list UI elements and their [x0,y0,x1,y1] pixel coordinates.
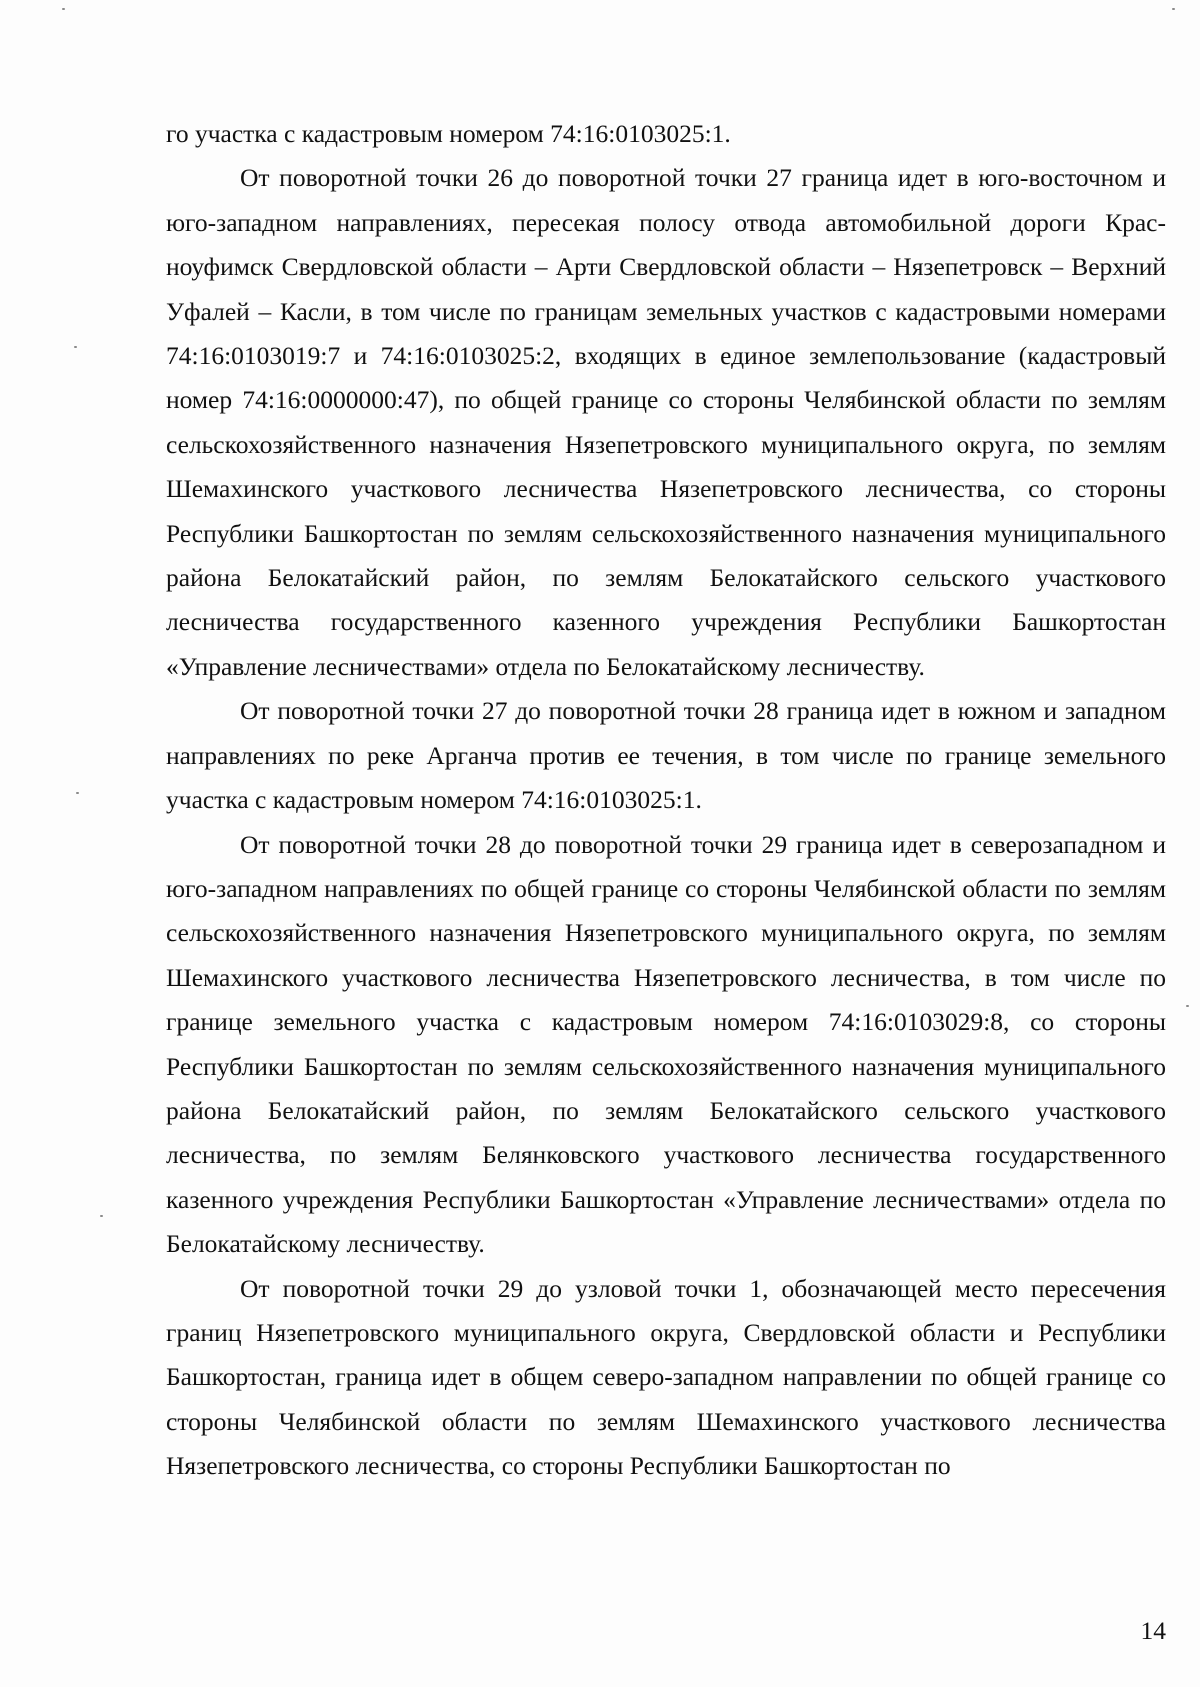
page-number: 14 [1140,1616,1166,1645]
paragraph-point-29-to-node-1: От поворотной точки 29 до узловой точки 1, обозначающей место пересечения границ Нязепетровского муниципального округа, Свердловской области и Республики Башкортостан, граница идет в общем северо-западном направлении по общей границе со стороны Челябинской области по землям Шемахинского участкового лесничества Нязепетровского лесничества, со стороны Республики Башкортостан по [166,1273,1166,1481]
scan-speck [74,346,77,348]
scan-speck [1186,1005,1189,1007]
scan-speck [100,1215,103,1217]
body-text [166,112,1166,1489]
scan-speck [1172,8,1175,10]
scan-speck [62,8,65,10]
paragraph-points-28-29: От поворотной точки 28 до поворотной точки 29 граница идет в северозападном и юго-западном направлениях по общей границе со стороны Челябинской области по землям сельскохозяйственного назначения Нязепетровского муниципального округа, по землям Шемахинского участкового лесничества Нязепетровского лесничества, в том числе по границе земельного участка с кадастровым номером 74:16:0103029:8, со стороны Республики Башкортостан по землям сельскохозяйственного назначения муниципального района Белокатайский район, по землям Белокатайского сельского участкового лесничества, по землям Белянковского участкового лесничества государственного казенного учреждения Республики Башкортостан «Управление лесничествами» отдела по Белокатайскому лесничеству. [166,829,1166,1259]
scan-speck [76,792,79,794]
paragraph-points-26-27: От поворотной точки 26 до поворотной точки 27 граница идет в юго-восточном и юго-западном направлениях, пересекая полосу отвода автомобильной дороги Красноуфимск Свердловской области – Арти Свердловской области – Нязепетровск – Верхний Уфалей – Касли, в том числе по границам земельных участков с кадастровыми номерами 74:16:0103019:7 и 74:16:0103025:2, входящих в единое землепользование (кадастровый номер 74:16:0000000:47), по общей границе со стороны Челябинской области по землям сельскохозяйственного назначения Нязепетровского муниципального округа, по землям Шемахинского участкового лесничества Нязепетровского лесничества, со стороны Республики Башкортостан по землям сельскохозяйственного назначения муниципального района Белокатайский район, по землям Белокатайского сельского участкового лесничества государственного казенного учреждения Республики Башкортостан «Управление лесничествами» отдела по Белокатайскому лесничеству. [166,163,1166,681]
paragraph-points-27-28: От поворотной точки 27 до поворотной точки 28 граница идет в южном и западном направлениях по реке Арганча против ее течения, в том числе по границе земельного участка с кадастровым номером 74:16:0103025:1. [166,696,1166,815]
paragraph-continuation: го участка с кадастровым номером 74:16:0103025:1. [166,119,731,148]
